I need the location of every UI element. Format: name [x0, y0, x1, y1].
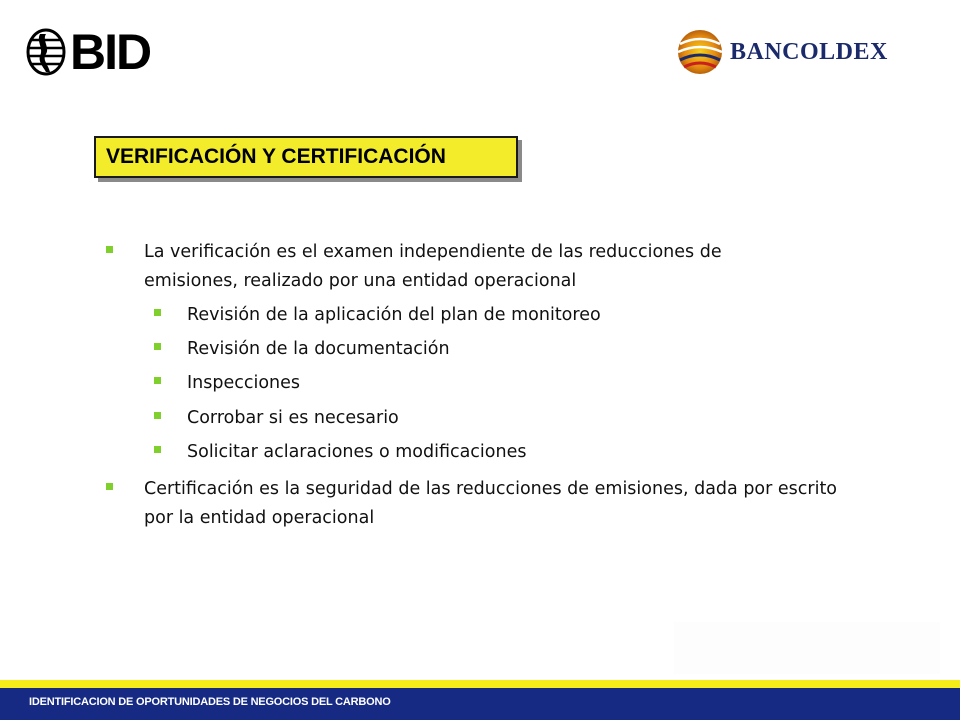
footer-label: IDENTIFICACION DE OPORTUNIDADES DE NEGOCIOS DEL CARBONO [29, 696, 391, 708]
bullet-marker-icon [106, 246, 113, 253]
bid-logo [26, 26, 158, 78]
sub-bullet-item [154, 369, 754, 398]
bullet-text: Corrobar si es necesario [187, 408, 399, 428]
bullet-item [106, 475, 846, 533]
sub-bullet-item [154, 301, 754, 330]
bullet-text: Certificación es la seguridad de las reducciones de emisiones, dada por escrito por la entidad operacional [144, 479, 838, 528]
blank-area [674, 622, 940, 674]
slide-title: VERIFICACIÓN Y CERTIFICACIÓN [106, 145, 446, 168]
bullet-text: Revisión de la documentación [187, 339, 450, 359]
bullet-item [106, 238, 796, 296]
bullet-marker-icon [154, 377, 161, 384]
bullet-marker-icon [154, 309, 161, 316]
footer-yellow-stripe [0, 680, 960, 688]
bullet-marker-icon [154, 343, 161, 350]
bancoldex-logo-text: BANCOLDEX [730, 38, 888, 65]
footer-bar [0, 680, 960, 720]
bullet-text: Inspecciones [187, 373, 301, 393]
bullet-marker-icon [154, 446, 161, 453]
bancoldex-logo [668, 22, 920, 82]
sub-bullet-item [154, 335, 754, 364]
bullet-text: Solicitar aclaraciones o modificaciones [187, 442, 527, 462]
slide-title-box [94, 136, 518, 178]
bullet-text: Revisión de la aplicación del plan de monitoreo [187, 305, 601, 325]
sub-bullet-item [154, 438, 754, 467]
globe-emblem-icon [26, 28, 66, 76]
sun-emblem-icon [674, 26, 726, 78]
bid-logo-text: BID [70, 24, 151, 80]
bullet-text: La verificación es el examen independiente de las reducciones de emisiones, realizado por una entidad operacional [144, 242, 722, 291]
sub-bullet-item [154, 404, 754, 433]
bullet-marker-icon [106, 483, 113, 490]
bullet-marker-icon [154, 412, 161, 419]
